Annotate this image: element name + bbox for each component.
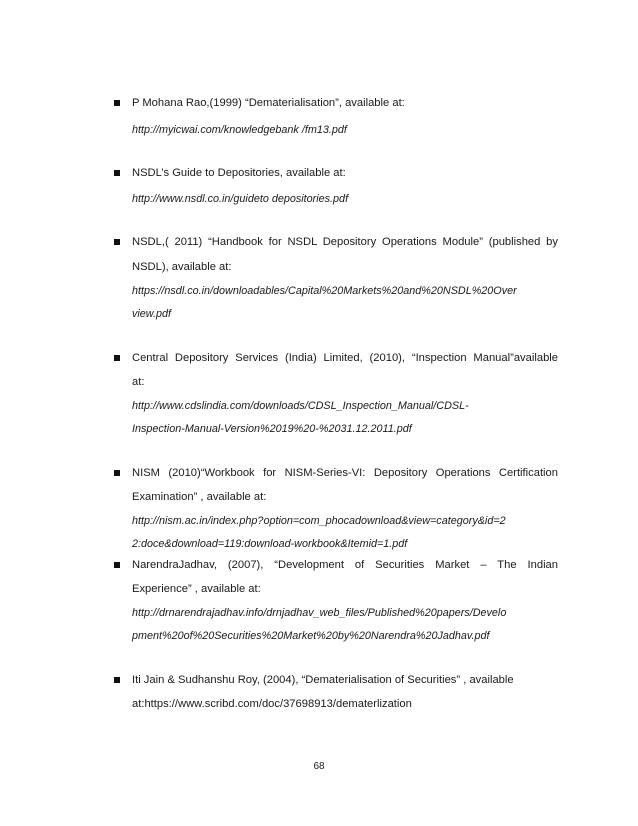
square-bullet-icon	[114, 170, 120, 176]
reference-url-line: http://www.cdslindia.com/downloads/CDSL_Inspection_Manual/CDSL-	[132, 400, 469, 412]
reference-text-line: NSDL,( 2011) “Handbook for NSDL Depository Operations Module” (published by	[132, 236, 558, 248]
reference-text-line: Examination” , available at:	[132, 491, 267, 503]
reference-text-line: at:	[132, 376, 145, 388]
square-bullet-icon	[114, 100, 120, 106]
reference-url-line: http://drnarendrajadhav.info/drnjadhav_web_files/Published%20papers/Develo	[132, 607, 507, 619]
square-bullet-icon	[114, 677, 120, 683]
reference-text-line: P Mohana Rao,(1999) “Dematerialisation”, available at:	[132, 97, 405, 109]
reference-url-line: 2:doce&download=119:download-workbook&Itemid=1.pdf	[132, 538, 408, 550]
reference-text-line: NISM (2010)“Workbook for NISM-Series-VI: Depository Operations Certification	[132, 467, 558, 479]
reference-text-line: Central Depository Services (India) Limited, (2010), “Inspection Manual”available	[132, 352, 558, 364]
reference-url-line: https://nsdl.co.in/downloadables/Capital%20Markets%20and%20NSDL%20Over	[132, 285, 517, 297]
square-bullet-icon	[114, 470, 120, 476]
reference-text-line: NSDL’s Guide to Depositories, available at:	[132, 167, 346, 179]
reference-text-line: Iti Jain & Sudhanshu Roy, (2004), “Dematerialisation of Securities” , available	[132, 674, 514, 686]
square-bullet-icon	[114, 355, 120, 361]
reference-text-line: NarendraJadhav, (2007), “Development of Securities Market – The Indian	[132, 559, 558, 571]
reference-url-line: pment%20of%20Securities%20Market%20by%20Narendra%20Jadhav.pdf	[132, 630, 490, 642]
reference-url-line: view.pdf	[132, 308, 172, 320]
page-number: 68	[313, 761, 325, 772]
reference-url-line: at:https://www.scribd.com/doc/37698913/dematerlization	[132, 698, 412, 710]
reference-text-line: Experience” , available at:	[132, 583, 261, 595]
reference-url-line: http://www.nsdl.co.in/guideto depositories.pdf	[132, 193, 349, 205]
reference-url-line: http://myicwai.com/knowledgebank /fm13.pdf	[132, 124, 347, 136]
reference-text-line: NSDL), available at:	[132, 261, 232, 273]
reference-url-line: http://nism.ac.in/index.php?option=com_phocadownload&view=category&id=2	[132, 515, 506, 527]
square-bullet-icon	[114, 562, 120, 568]
square-bullet-icon	[114, 239, 120, 245]
reference-url-line: Inspection-Manual-Version%2019%20-%2031.12.2011.pdf	[132, 423, 412, 435]
